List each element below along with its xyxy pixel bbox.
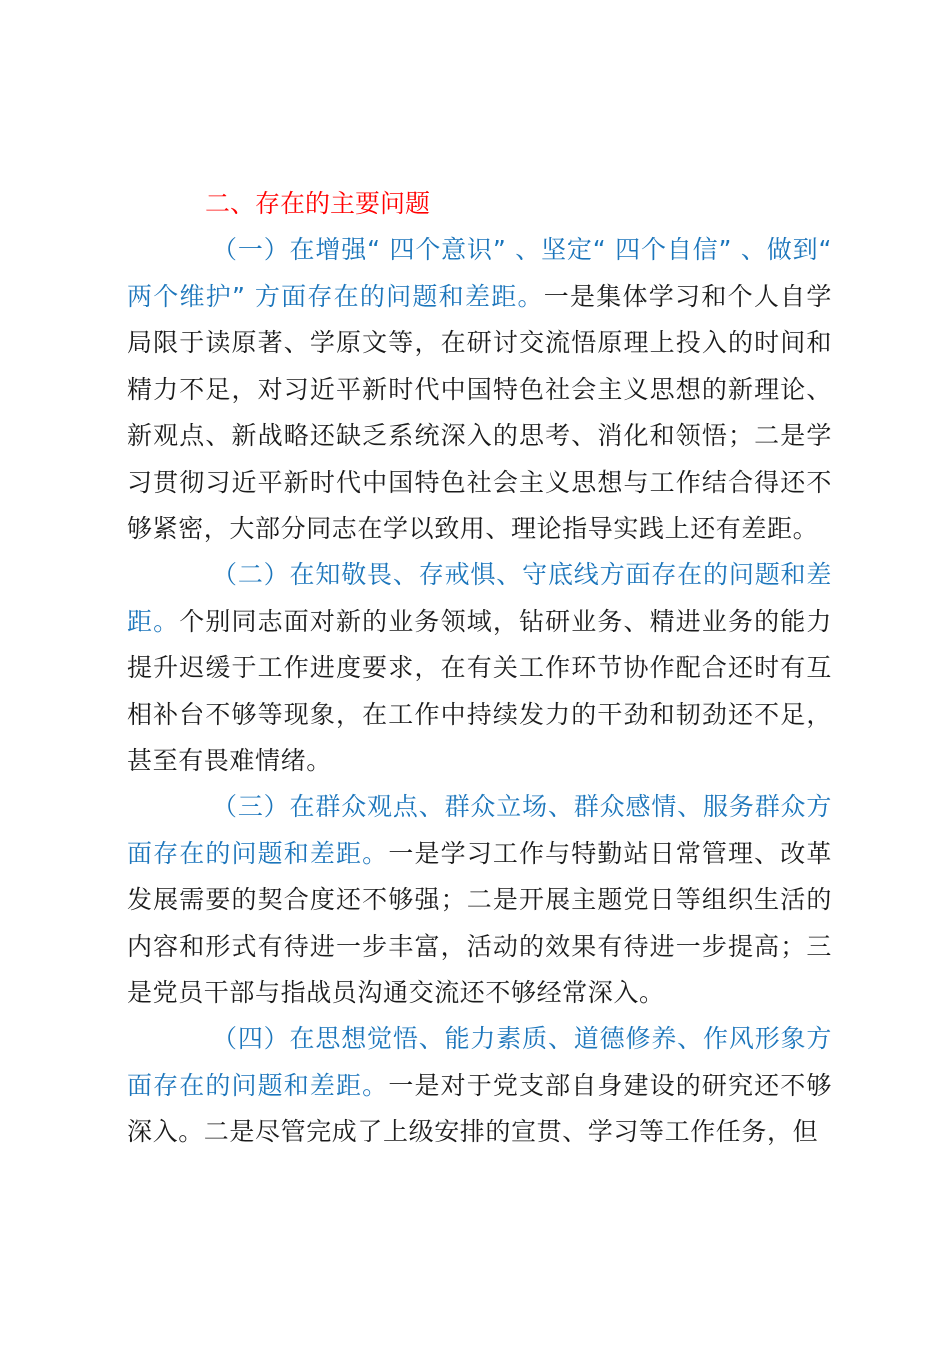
paragraph-4 (127, 1016, 832, 1156)
paragraph-body-1: 一是集体学习和个人自学局限于读原著、学原文等，在研讨交流悟原理上投入的时间和精力不足，对习近平新时代中国特色社会主义思想的新理论、新观点、新战略还缺乏系统深入的思考、消化和领悟；二是学习贯彻习近平新时代中国特色社会主义思想与工作结合得还不够紧密，大部分同志在学以致用、理论指导实践上还有差距。 (127, 281, 832, 543)
subheading-1: （一）在增强“ 四个意识” 、坚定“ 四个自信” 、做到“ 两个维护” 方面存在的问题和差距。 (127, 235, 832, 311)
subheading-4: （四）在思想觉悟、能力素质、道德修养、作风形象方面存在的问题和差距。 (127, 1024, 832, 1100)
paragraph-body-3: 一是学习工作与特勤站日常管理、改革发展需要的契合度还不够强；二是开展主题党日等组织生活的内容和形式有待进一步丰富，活动的效果有待进一步提高；三是党员干部与指战员沟通交流还不够经常深入。 (127, 838, 832, 1007)
paragraph-body-4: 一是对于党支部自身建设的研究还不够深入。二是尽管完成了上级安排的宣贯、学习等工作任务，但 (127, 1070, 832, 1146)
section-heading: 二、存在的主要问题 (205, 189, 431, 218)
subheading-3: （三）在群众观点、群众立场、群众感情、服务群众方面存在的问题和差距。 (127, 792, 832, 868)
paragraph-2 (127, 552, 832, 785)
paragraph-body-2: 个别同志面对新的业务领域，钻研业务、精进业务的能力提升迟缓于工作进度要求，在有关工作环节协作配合还时有互相补台不够等现象，在工作中持续发力的干劲和韧劲还不足，甚至有畏难情绪。 (127, 606, 832, 775)
paragraph-3 (127, 784, 832, 1017)
paragraph-1 (127, 227, 832, 553)
subheading-2: （二）在知敬畏、存戒惧、守底线方面存在的问题和差距。 (127, 560, 832, 636)
